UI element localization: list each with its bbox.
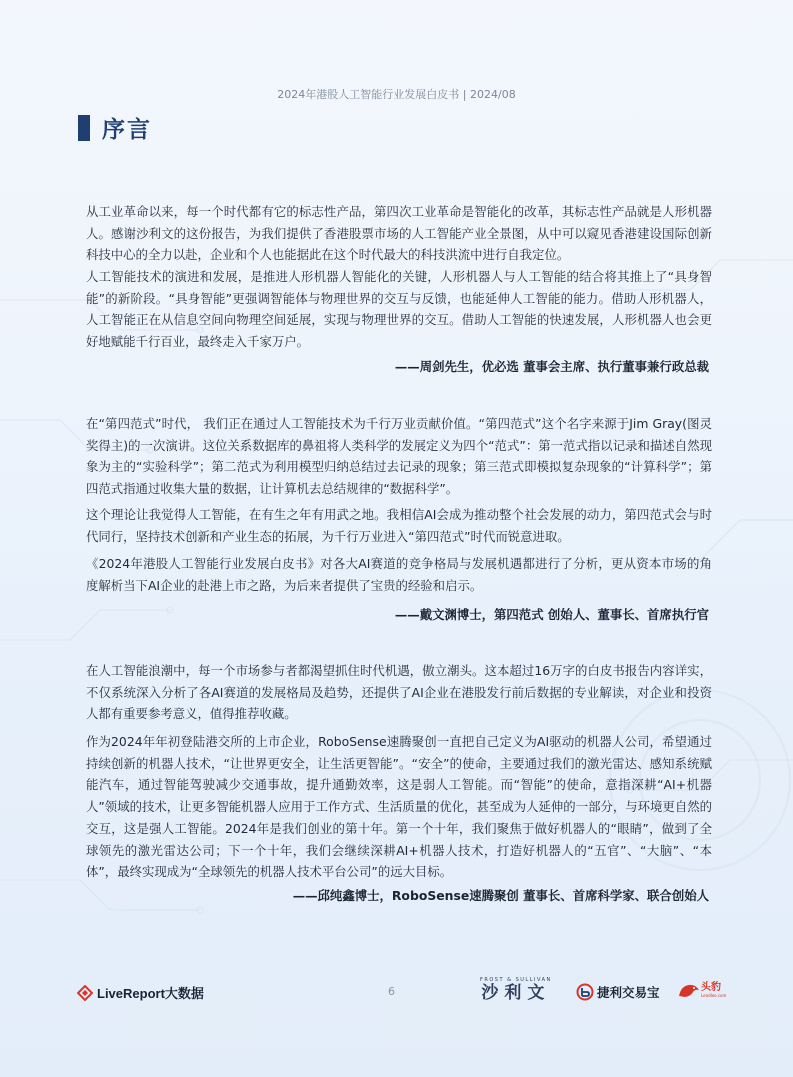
toubao-logo-text: 头豹 xyxy=(701,981,721,993)
signature: ——周剑先生，优必选 董事会主席、执行董事兼行政总裁 xyxy=(394,359,709,374)
livereport-logo-icon xyxy=(77,985,93,1001)
livereport-logo-main: LiveReport xyxy=(97,986,165,1001)
page-title: 序言 xyxy=(102,117,152,143)
frost-sullivan-logo xyxy=(480,977,552,1003)
frost-logo-small-text: FROST & SULLIVAN xyxy=(480,977,552,983)
paragraph: 人工智能技术的演进和发展，是推进人形机器人智能化的关键，人形机器人与人工智能的结合将其推上了“具身智能”的新阶段。“具身智能”更强调智能体与物理世界的交互与反馈，也能延伸人工智能的能力。借助人形机器人，人工智能正在从信息空间向物理空间延展，实现与物理世界的交互。借助人工智能的快速发展，人形机器人也会更好地赋能千行百业，最终走入千家万户。 xyxy=(86,269,712,350)
paragraph: 在“第四范式”时代， 我们正在通过人工智能技术为千行万业贡献价值。“第四范式”这个名字来源于Jim Gray(图灵奖得主)的一次演讲。这位关系数据库的鼻祖将人类科学的发展定义为四个“范式”：第一范式指以记录和描述自然现象为主的“实验科学”；第二范式为利用模型归纳总结过去记录的现象；第三范式即模拟复杂现象的“计算科学”；第四范式指通过收集大量的数据，让计算机去总结规律的“数据科学”。 xyxy=(86,416,712,497)
livereport-logo xyxy=(77,983,204,1002)
toubao-logo-sub: Leadleo.com xyxy=(701,992,727,998)
page-header: 2024年港股人工智能行业发展白皮书 | 2024/08 xyxy=(277,88,516,101)
paragraph: 作为2024年年初登陆港交所的上市企业，RoboSense速腾聚创一直把自己定义为AI驱动的机器人公司，希望通过持续创新的机器人技术，“让世界更安全，让生活更智能”。“安全”的使命，主要通过我们的激光雷达、感知系统赋能汽车，通过智能驾驶减少交通事故，提升通勤效率，这是弱人工智能。而“智能”的使命，意指深耕“AI+机器人”领域的技术，让更多智能机器人应用于工作方式、生活质量的优化，甚至成为人延伸的一部分，与环境更自然的交互，这是强人工智能。2024年是我们创业的第十年。第一个十年，我们聚焦于做好机器人的“眼睛”，做到了全球领先的激光雷达公司；下一个十年，我们会继续深耕AI+机器人技术，打造好机器人的“五官”、“大脑”、“本体”，最终实现成为“全球领先的机器人技术平台公司”的远大目标。 xyxy=(86,734,712,880)
livereport-logo-suffix: 大数据 xyxy=(164,986,204,1001)
paragraph: 从工业革命以来，每一个时代都有它的标志性产品，第四次工业革命是智能化的改革，其标志性产品就是人形机器人。感谢沙利文的这份报告，为我们提供了香港股票市场的人工智能产业全景图，从中可以窥见香港建设国际创新科技中心的全力以赴，企业和个人也能据此在这个时代最大的科技洪流中进行自我定位。 xyxy=(86,204,712,263)
futu-logo-text: 捷利交易宝 xyxy=(597,985,660,1000)
signature: ——邱纯鑫博士，RoboSense速腾聚创 董事长、首席科学家、联合创始人 xyxy=(292,888,709,903)
section-title-block xyxy=(78,111,152,144)
signature: ——戴文渊博士，第四范式 创始人、董事长、首席执行官 xyxy=(394,607,709,622)
paragraph: 《2024年港股人工智能行业发展白皮书》对各大AI赛道的竞争格局与发展机遇都进行了分析，更从资本市场的角度解析当下AI企业的赴港上市之路，为后来者提供了宝贵的经验和启示。 xyxy=(86,556,712,593)
frost-logo-big-text: 沙利文 xyxy=(481,983,551,1003)
toubao-logo-icon xyxy=(677,980,701,1000)
futu-logo xyxy=(576,983,660,1001)
paragraph: 这个理论让我觉得人工智能，在有生之年有用武之地。我相信AI会成为推动整个社会发展的动力，第四范式会与时代同行，坚持技术创新和产业生态的拓展，为千行万业进入“第四范式”时代而锐意进取。 xyxy=(86,507,712,544)
futu-logo-icon xyxy=(576,983,594,1001)
page-number: 6 xyxy=(388,985,395,998)
paragraph: 在人工智能浪潮中，每一个市场参与者都渴望抓住时代机遇，傲立潮头。这本超过16万字的白皮书报告内容详实，不仅系统深入分析了各AI赛道的发展格局及趋势，还提供了AI企业在港股发行前后数据的专业解读，对企业和投资人都有重要参考意义，值得推荐收藏。 xyxy=(86,663,712,722)
title-accent-bar xyxy=(78,115,90,141)
page-footer xyxy=(0,977,793,1013)
toubao-logo xyxy=(677,980,726,1000)
